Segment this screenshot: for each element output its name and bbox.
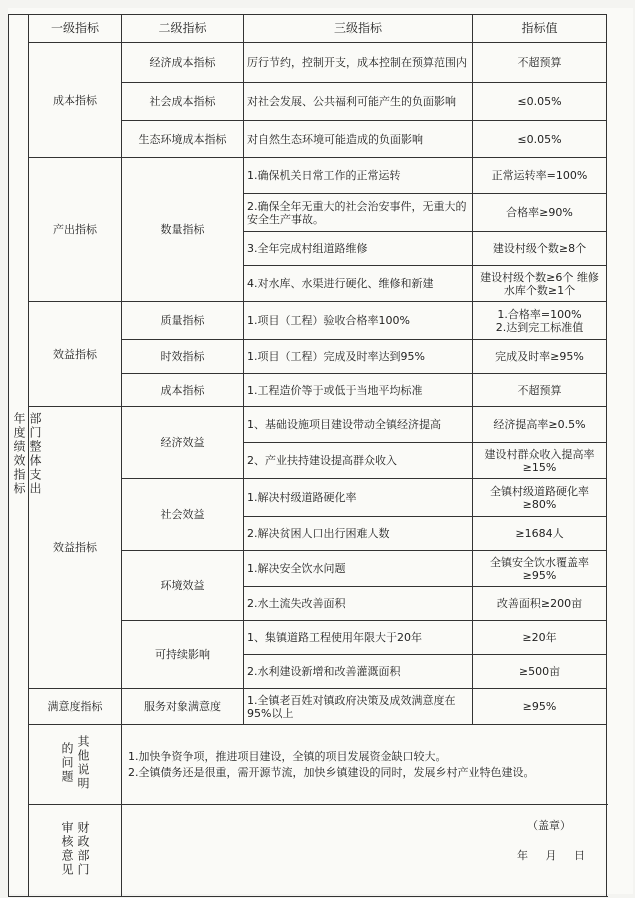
- benefit-value: 经济提高率≥0.5%: [473, 407, 607, 443]
- efficiency-l3: 1.工程造价等于或低于当地平均标准: [244, 374, 473, 407]
- social-benefit-label: 社会效益: [122, 479, 244, 551]
- economic-benefit-label: 经济效益: [122, 407, 244, 479]
- satisfaction-l3: 1.全镇老百姓对镇政府决策及成效满意度在95%以上: [244, 689, 473, 725]
- benefit-l3: 2.解决贫困人口出行困难人数: [244, 517, 473, 551]
- efficiency-value: 不超预算: [473, 374, 607, 407]
- other-issues-label-b: 的问题: [60, 742, 74, 784]
- benefit-l3: 2.水利建设新增和改善灌溉面积: [244, 655, 473, 689]
- header-level2: 二级指标: [122, 15, 244, 43]
- benefit-value: ≥500亩: [473, 655, 607, 689]
- quantity-l3: 2.确保全年无重大的社会治安事件，无重大的安全生产事故。: [244, 194, 473, 232]
- review-date: 年 月 日: [517, 849, 586, 862]
- finance-review-label-b: 审核意见: [60, 821, 74, 877]
- efficiency-value: 完成及时率≥95%: [473, 340, 607, 374]
- benefit-value: 全镇村级道路硬化率≥80%: [473, 479, 607, 517]
- environment-benefit-label: 环境效益: [122, 551, 244, 621]
- cost-l2: 生态环境成本指标: [122, 121, 244, 158]
- quantity-l3: 4.对水库、水渠进行硬化、维修和新建: [244, 266, 473, 302]
- quantity-value: 正常运转率=100%: [473, 158, 607, 194]
- other-issues-label-cell: [29, 725, 122, 805]
- benefit-l3: 1、集镇道路工程使用年限大于20年: [244, 621, 473, 655]
- cost-value: ≤0.05%: [473, 83, 607, 121]
- satisfaction-indicator-label: 满意度指标: [29, 689, 122, 725]
- benefit-l3: 1.解决安全饮水问题: [244, 551, 473, 587]
- quantity-l3: 3.全年完成村组道路维修: [244, 232, 473, 266]
- cost-l3: 对自然生态环境可能造成的负面影响: [244, 121, 473, 158]
- quantity-value: 建设村级个数≥8个: [473, 232, 607, 266]
- satisfaction-value: ≥95%: [473, 689, 607, 725]
- benefit-l3: 1、基础设施项目建设带动全镇经济提高: [244, 407, 473, 443]
- performance-indicator-table: [8, 14, 607, 897]
- benefit-value: ≥1684人: [473, 517, 607, 551]
- cost-l2: 社会成本指标: [122, 83, 244, 121]
- header-level1: 一级指标: [29, 15, 122, 43]
- finance-review-content: [122, 805, 607, 897]
- finance-review-label-a: 财政部门: [76, 821, 90, 877]
- sustainable-impact-label: 可持续影响: [122, 621, 244, 689]
- efficiency-value-line: 1.合格率=100%: [497, 307, 582, 321]
- side-label-col-a: 部门整体支出: [28, 412, 42, 496]
- quantity-indicator-label: 数量指标: [122, 158, 244, 302]
- quantity-value: 合格率≥90%: [473, 194, 607, 232]
- quantity-l3: 1.确保机关日常工作的正常运转: [244, 158, 473, 194]
- output-indicator-label: 产出指标: [29, 158, 122, 302]
- benefit-indicator-label: 效益指标: [29, 407, 122, 689]
- benefit-l3: 2.水土流失改善面积: [244, 587, 473, 621]
- efficiency-indicator-label: 效益指标: [29, 302, 122, 407]
- efficiency-value: [473, 302, 607, 340]
- efficiency-l3: 1.项目（工程）验收合格率100%: [244, 302, 473, 340]
- efficiency-l3: 1.项目（工程）完成及时率达到95%: [244, 340, 473, 374]
- cost-l3: 对社会发展、公共福利可能产生的负面影响: [244, 83, 473, 121]
- efficiency-l2: 质量指标: [122, 302, 244, 340]
- benefit-value: ≥20年: [473, 621, 607, 655]
- satisfaction-l2: 服务对象满意度: [122, 689, 244, 725]
- efficiency-value-line: 2.达到完工标准值: [495, 320, 584, 334]
- performance-table-sheet: [8, 8, 633, 894]
- other-issue-line: 2.全镇债务还是很重，需开源节流，加快乡镇建设的同时，发展乡村产业特色建设。: [128, 765, 535, 779]
- side-label-col-b: 年度绩效指标: [12, 412, 26, 496]
- other-issue-line: 1.加快争资争项，推进项目建设，全镇的项目发展资金缺口较大。: [128, 749, 447, 763]
- cost-l3: 厉行节约，控制开支，成本控制在预算范围内: [244, 43, 473, 83]
- cost-value: ≤0.05%: [473, 121, 607, 158]
- quantity-value: 建设村级个数≥6个 维修水库个数≥1个: [473, 266, 607, 302]
- benefit-value: 建设村群众收入提高率≥15%: [473, 443, 607, 479]
- benefit-value: 改善面积≥200亩: [473, 587, 607, 621]
- side-label-cell: [9, 15, 42, 897]
- other-issues-content: [122, 725, 607, 805]
- benefit-l3: 1.解决村级道路硬化率: [244, 479, 473, 517]
- other-issues-label-a: 其他说明: [76, 735, 90, 791]
- cost-l2: 经济成本指标: [122, 43, 244, 83]
- benefit-l3: 2、产业扶持建设提高群众收入: [244, 443, 473, 479]
- efficiency-l2: 成本指标: [122, 374, 244, 407]
- efficiency-l2: 时效指标: [122, 340, 244, 374]
- cost-indicator-label: 成本指标: [29, 43, 122, 158]
- header-level3: 三级指标: [244, 15, 473, 43]
- benefit-value: 全镇安全饮水覆盖率≥95%: [473, 551, 607, 587]
- finance-review-label-cell: [29, 805, 122, 897]
- header-value: 指标值: [473, 15, 607, 43]
- cost-value: 不超预算: [473, 43, 607, 83]
- seal-placeholder: （盖章）: [527, 819, 572, 832]
